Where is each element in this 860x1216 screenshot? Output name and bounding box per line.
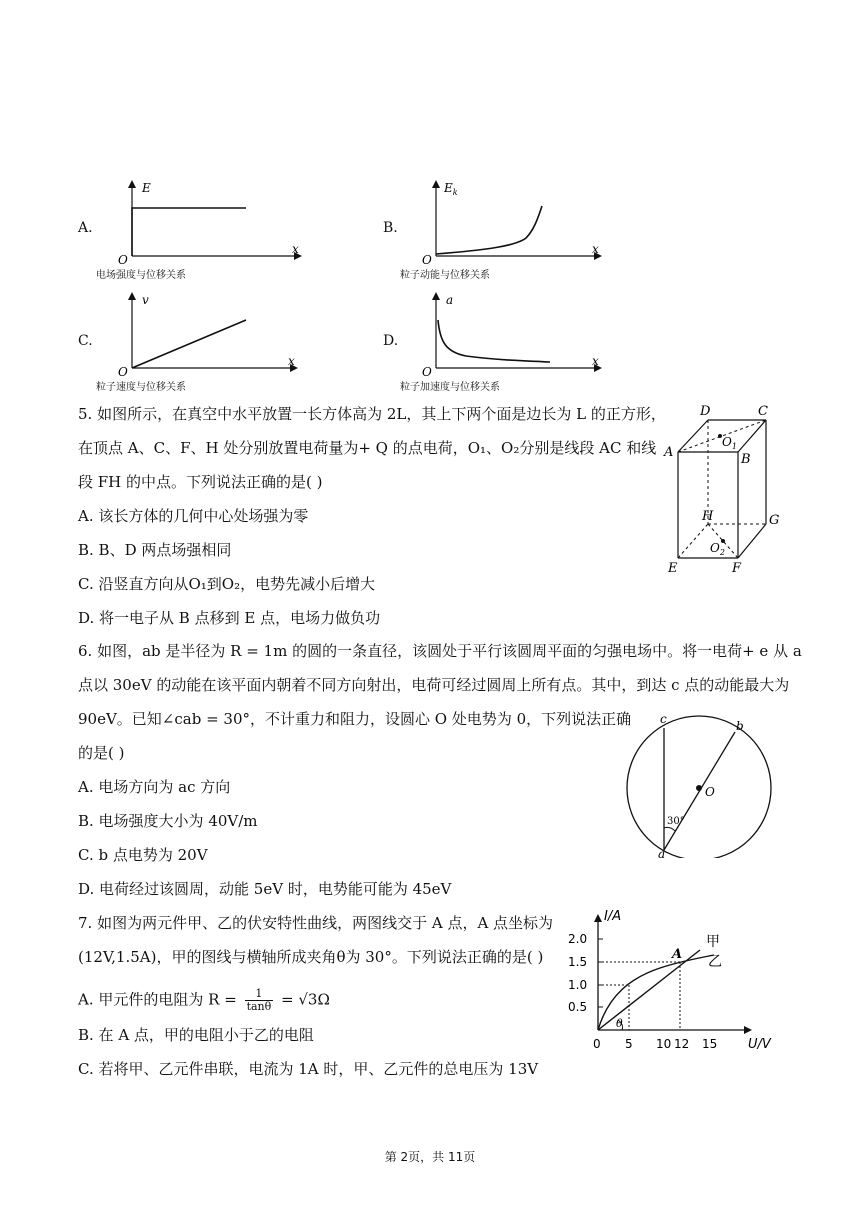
graph-d-acceleration	[416, 290, 606, 380]
svg-text:15: 15	[702, 1037, 718, 1051]
svg-text:θ: θ	[616, 1017, 623, 1030]
q6-option-a: A. 电场方向为 ac 方向	[78, 778, 231, 796]
q5-option-b: B. B、D 两点场强相同	[78, 541, 232, 559]
q5-stem-line-1: 5. 如图所示，在真空中水平放置一长方体高为 2L，其上下两个面是边长为 L 的正方形，	[78, 405, 666, 423]
q5-option-c: C. 沿竖直方向从O₁到O₂，电势先减小后增大	[78, 575, 376, 593]
q5-stem-line-2: 在顶点 A、C、F、H 处分别放置电荷量为+ Q 的点电荷，O₁、O₂分别是线段 AC 和线	[78, 439, 657, 457]
svg-text:x: x	[592, 242, 599, 256]
svg-text:1.5: 1.5	[568, 955, 588, 969]
q6-option-b: B. 电场强度大小为 40V/m	[78, 812, 258, 830]
svg-text:O: O	[422, 365, 432, 379]
option-a-letter: A.	[78, 220, 93, 236]
page-footer: 第 2页，共 11页	[384, 1150, 476, 1164]
graph-a-electric-field	[112, 178, 302, 268]
q7-option-b: B. 在 A 点，甲的电阻小于乙的电阻	[78, 1026, 314, 1044]
svg-text:10: 10	[656, 1037, 672, 1051]
option-c-letter: C.	[78, 333, 93, 349]
q7-option-a: A. 甲元件的电阻为 R = $\frac{1}{\tan\theta}$ = √3Ω	[78, 987, 330, 1013]
svg-text:x: x	[592, 354, 599, 368]
svg-text:Ek: $E_k$	[444, 181, 458, 197]
q5-option-a: A. 该长方体的几何中心处场强为零	[78, 507, 309, 525]
graph-b-kinetic-energy	[416, 178, 606, 268]
svg-text:v: v	[142, 293, 149, 307]
svg-text:I/A: I/A	[604, 909, 622, 924]
svg-text:1.0: 1.0	[568, 978, 588, 992]
graph-b-caption: 粒子动能与位移关系	[400, 270, 490, 281]
graph-c-caption: 粒子速度与位移关系	[96, 382, 186, 393]
option-d-letter: D.	[383, 333, 399, 349]
q6-stem-line-1: 6. 如图，ab 是半径为 R = 1m 的圆的一条直径，该圆处于平行该圆周平面的匀强电场中。将一电荷+ e 从 a	[78, 642, 802, 660]
svg-text:2.0: 2.0	[568, 932, 588, 946]
svg-text:B: B	[741, 452, 751, 467]
svg-text:30°: 30°	[667, 816, 685, 827]
svg-text:O1: $O_1$	[722, 435, 737, 451]
svg-text:A: A	[672, 947, 683, 962]
q6-option-c: C. b 点电势为 20V	[78, 846, 208, 864]
q6-circle-figure	[620, 712, 780, 858]
svg-text:5: 5	[625, 1037, 633, 1051]
q6-option-d: D. 电荷经过该圆周，动能 5eV 时，电势能可能为 45eV	[78, 880, 452, 898]
svg-text:c: c	[660, 712, 667, 726]
q5-stem-line-3: 段 FH 的中点。下列说法正确的是( )	[78, 473, 323, 491]
q7-option-c: C. 若将甲、乙元件串联，电流为 1A 时，甲、乙元件的总电压为 13V	[78, 1060, 539, 1078]
svg-text:E: E	[668, 561, 678, 575]
svg-text:O: O	[422, 253, 432, 267]
svg-text:x: x	[292, 242, 299, 256]
svg-text:O2: $O_2$	[710, 541, 725, 557]
q6-stem-line-3: 90eV。已知∠cab = 30°，不计重力和阻力，设圆心 O 处电势为 0，下列说法正确	[78, 710, 632, 728]
svg-text:G: G	[769, 513, 780, 528]
svg-text:F: F	[732, 561, 742, 575]
svg-text:O: O	[118, 253, 128, 267]
svg-text:D: D	[700, 404, 711, 419]
graph-a-caption: 电场强度与位移关系	[96, 270, 186, 281]
svg-text:0: 0	[593, 1037, 601, 1051]
q5-option-d: D. 将一电子从 B 点移到 E 点，电场力做负功	[78, 609, 381, 627]
graph-d-caption: 粒子加速度与位移关系	[400, 382, 500, 393]
svg-text:U/V: U/V	[748, 1037, 771, 1052]
svg-text:12: 12	[674, 1037, 690, 1051]
svg-text:H: H	[702, 509, 714, 524]
svg-text:a: a	[658, 847, 666, 858]
q6-stem-line-2: 点以 30eV 的动能在该平面内朝着不同方向射出，电荷可经过圆周上所有点。其中，到达 c 点的动能最大为	[78, 676, 790, 694]
svg-text:乙: 乙	[708, 954, 722, 970]
q7-stem-line-2: (12V,1.5A)，甲的图线与横轴所成夹角θ为 30°。下列说法正确的是( )	[78, 948, 544, 966]
svg-text:x: x	[288, 354, 295, 368]
q5-cuboid-figure	[650, 400, 790, 575]
q7-stem-line-1: 7. 如图为两元件甲、乙的伏安特性曲线，两图线交于 A 点，A 点坐标为	[78, 914, 554, 932]
svg-text:O: O	[118, 365, 128, 379]
option-b-letter: B.	[383, 220, 398, 236]
svg-text:A: A	[664, 445, 674, 460]
svg-text:0.5: 0.5	[568, 1000, 588, 1014]
q6-stem-line-4: 的是( )	[78, 744, 125, 762]
svg-text:O: O	[705, 785, 715, 799]
graph-c-velocity	[112, 290, 302, 380]
svg-text:甲: 甲	[706, 934, 720, 950]
graph-a-y-label: E	[142, 181, 151, 195]
svg-text:a: a	[446, 293, 454, 307]
svg-text:b: b	[736, 719, 744, 733]
svg-text:C: C	[758, 404, 768, 419]
q7-iv-chart	[560, 906, 780, 1056]
